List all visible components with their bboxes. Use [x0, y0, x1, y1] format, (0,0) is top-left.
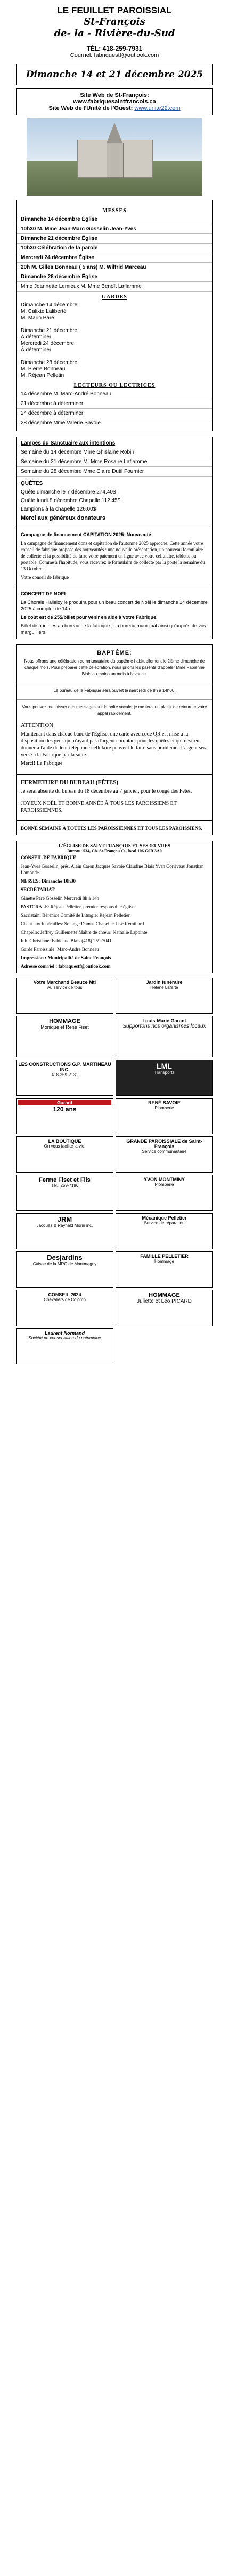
website-link-2[interactable]: www.unite22.com [134, 105, 181, 111]
concert-tickets: Billet disponibles au bureau de la fabrique , au bureau municipal ainsi qu'auprès de vos marguilliers. [21, 623, 206, 635]
garde-line: À déterminer [21, 347, 52, 353]
mass-line: 20h M. Gilles Bonneau ( 5 ans) M. Wilfrid Marceau [17, 263, 212, 272]
sponsor-ad: YVON MONTMINY Plomberie [116, 1175, 213, 1211]
garde-line: Dimanche 21 décembre [21, 328, 78, 334]
weekly-wish: BONNE SEMAINE À TOUTES LES PAROISSIENNES ET TOUS LES PAROISSIENS. [17, 820, 212, 833]
info-secretariat: Ginette Pare Gosselin Mercredi 8h à 14h [21, 895, 99, 901]
sponsor-ad: Louis-Marie Garant Supportons nos organismes locaux [116, 1016, 213, 1057]
attention-thanks: Merci! La Fabrique [21, 761, 63, 766]
masses-box [16, 200, 213, 431]
website-label-2: Site Web de l'Unité de l'Ouest: [48, 105, 133, 111]
phone-number: TÉL: 418-259-7931 [86, 45, 143, 52]
info-conseil: Jean-Yves Gosselin, prés. Alain Caron Jacques Savoie Claudine Blais Yvan Corriveau Jonathan Lamonde [21, 863, 204, 875]
info-chapelle: Chapelle: Jeffrey Guillemette Maître de chœur: Nathalie Lapointe [21, 930, 148, 935]
lampes-box [16, 437, 213, 639]
info-messes: NESSES: Dimanche 10h30 [21, 878, 76, 884]
parish-name-2: de- la - Rivière-du-Sud [54, 28, 175, 39]
sponsor-ad: RENÉ SAVOIE Plomberie [116, 1098, 213, 1134]
bapteme-text: Nous offrons une célébration communautaire du baptême habituellement le 2ième dimanche de chaque mois. Pour préparer cette célébration, nous prions les parents d'appeler Mme Fabienne Blais au moins un mois à l'avance. [24, 659, 205, 676]
mass-line: Mme Jeannette Lemieux M. Mme Benoît Laflamme [17, 282, 212, 292]
quetes-thanks: Merci aux généreux donateurs [21, 515, 105, 521]
mass-line: Dimanche 14 décembre Église [17, 215, 212, 224]
mass-line: Dimanche 21 décembre Église [17, 234, 212, 244]
gardes-heading: GARDES [102, 294, 127, 300]
bulletin-title: LE FEUILLET PAROISSIAL [57, 5, 172, 15]
header [0, 0, 229, 59]
church-photo [27, 118, 202, 196]
sponsor-ad: CONSEIL 2624 Chevaliers de Colomb [16, 1290, 113, 1326]
holiday-wish: JOYEUX NOËL ET BONNE ANNÉE À TOUS LES PAROISSIENS ET PAROISSIENNES. [21, 801, 177, 813]
gardes-list [17, 301, 212, 380]
quete-line: Quête dimanche le 7 décembre 274.40$ [21, 489, 116, 495]
bulletin-dates: Dimanche 14 et 21 décembre 2025 [26, 69, 203, 80]
church-spire [107, 123, 122, 143]
info-secretariat-heading: SECRÉTARIAT [21, 887, 55, 892]
garde-line: À déterminer [21, 334, 52, 340]
sponsor-ad: HOMMAGE Monique et René Fiset [16, 1016, 113, 1057]
website-label-1: Site Web de St-François: [80, 92, 149, 99]
mass-line: Mercredi 24 décembre Église [17, 253, 212, 263]
garde-line: Dimanche 14 décembre [21, 302, 78, 308]
dates-box [16, 64, 213, 85]
sponsor-ad: Mécanique Pelletier Service de réparation [116, 1213, 213, 1249]
email-address: Courriel: fabriquestf@outlook.com [70, 52, 159, 59]
lampe-line: Semaine du 21 décembre M. Mme Rosaire Laflamme [17, 457, 212, 467]
church-tower [107, 143, 124, 178]
concert-cost: Le coût est de 25$/billet pour venir en aide à votre Fabrique. [21, 615, 158, 620]
info-sacrements: Sacristain: Bérenice Comité de Liturgie: Réjean Pelletier [21, 912, 130, 918]
bapteme-heading: BAPTÊME: [97, 650, 132, 656]
sponsor-ad: FAMILLE PELLETIER Hommage [116, 1251, 213, 1288]
website-link-1[interactable]: www.fabriquesaintfrancois.ca [73, 99, 156, 105]
info-email: Adresse courriel : fabriquestf@outlook.com [21, 964, 111, 969]
mass-line: 10h30 M. Mme Jean-Marc Gosselin Jean-Yves [17, 224, 212, 234]
garde-line: M. Calixte Laliberté [21, 309, 67, 314]
info-garde: Garde Paroissiale: Marc-André Bonneau [21, 947, 99, 952]
info-conseil-heading: CONSEIL DE FABRIQUE [21, 855, 76, 860]
lampe-line: Semaine du 14 décembre Mme Ghislaine Robin [17, 448, 212, 457]
info-title: L'ÉGLISE DE SAINT-FRANÇOIS ET SES ŒUVRES [59, 843, 170, 849]
info-impression: Impression : Municipalité de Saint-François [21, 955, 111, 960]
sponsor-ad: LA BOUTIQUE On vous facilite la vie! [16, 1136, 113, 1173]
bureau-hours: Le bureau de la Fabrique sera ouvert le mercredi de 8h à 14h00. [17, 683, 212, 695]
sponsor-ad: HOMMAGE Juliette et Léo PICARD [116, 1290, 213, 1326]
garde-line: M. Mario Paré [21, 315, 54, 321]
info-contact: Inh. Christiane: Fabienne Blais (418) 259-7041 [21, 938, 112, 943]
mass-line: 10h30 Célébration de la parole [17, 244, 212, 253]
lampes-heading: Lampes du Sanctuaire aux intentions [21, 440, 116, 446]
parish-info-box [16, 841, 213, 973]
garde-line: M. Réjean Pelletin [21, 373, 64, 378]
capitation-text: La campagne de financement dons et capitation de l'automne 2025 approche. Cette année votre conseil de fabrique propose des nouveautés : une nouvelle présentation, un nouveau formulaire de collecte et la possibilité de faire votre paiement en ligne avec votre cellulaire, tablette ou portable. Comme à l'habitude, vous recevrez le formulaire de collecte par la poste la semaine du 13 Octobre. [21, 540, 205, 571]
quete-line: Lampions à la chapelle 126.00$ [21, 506, 96, 512]
garde-line: Dimanche 28 décembre [21, 360, 78, 366]
sponsor-ad: LES CONSTRUCTIONS G.P. MARTINEAU INC. 418-259-2131 [16, 1060, 113, 1096]
sponsor-ad: Garant 120 ans [16, 1098, 113, 1134]
sponsor-ad: JRM Jacques & Raynald Morin inc. [16, 1213, 113, 1249]
info-catechese: Chant aux funérailles: Solange Dumas Chapelle: Lise Rémillard [21, 921, 144, 926]
sponsor-ad: Ferme Fiset et Fils Tél.: 259-7196 [16, 1175, 113, 1211]
sponsor-ad: Desjardins Caisse de la MRC de Montmagny [16, 1251, 113, 1288]
garde-line: M. Pierre Bonneau [21, 366, 66, 372]
lecteur-line: 28 décembre Mme Valérie Savoie [21, 420, 101, 426]
capitation-heading: Campagne de financement CAPITATION 2025- Nouveauté [17, 528, 212, 539]
website-box [16, 88, 213, 115]
concert-heading: CONCERT DE NOËL [17, 587, 212, 598]
sponsor-ad: LML Transports [116, 1060, 213, 1096]
attention-heading: ATTENTION [21, 722, 54, 729]
lecteur-line: 14 décembre M. Marc-André Bonneau [17, 390, 212, 399]
garde-line: Mercredi 24 décembre [21, 341, 75, 346]
info-bureau: Bureau: 534, Ch. St-François O., local 106 G0R 3A0 [67, 849, 162, 853]
lampe-line: Semaine du 28 décembre Mme Claire Dutil Fournier [17, 467, 212, 477]
sponsor-ads [16, 978, 213, 1364]
fermeture-heading: FERMETURE DU BUREAU (FÊTES) [17, 774, 212, 787]
sponsor-ad: Jardin funéraire Hélène Laferté [116, 978, 213, 1014]
lecteurs-heading: LECTEURS OU LECTRICES [73, 383, 156, 389]
info-pastorale: PASTORALE: Réjean Pelletier, premier responsable église [21, 904, 135, 909]
capitation-signature: Votre conseil de fabrique [21, 575, 69, 580]
attention-text: Maintenant dans chaque banc de l'Église, une carte avec code QR est mise à la disposition des gens qui n'ayant pas d'argent comptant pour les quêtes et qui désirent donner à l'aide de leur téléphone cellulaire peuvent le faire sans problème. L'argent sera versé à la Fabrique par la suite. [21, 731, 208, 758]
masses-heading: MESSES [102, 208, 127, 214]
parish-name-1: St-François [84, 16, 145, 27]
quete-line: Quête lundi 8 décembre Chapelle 112.45$ [21, 498, 121, 504]
fermeture-text: Je serai absente du bureau du 18 décembre au 7 janvier, pour le congé des Fêtes. [21, 788, 192, 794]
bapteme-box [16, 644, 213, 835]
lecteur-line: 24 décembre à déterminer [17, 409, 212, 418]
sponsor-ad: Laurent Normand Société de conservation du patrimoine [16, 1328, 113, 1364]
quetes-heading: QUÊTES [21, 481, 43, 487]
sponsor-ad: Votre Marchand Beauce Mtl Au service de tous [16, 978, 113, 1014]
sponsor-ad: GRANDE PAROISSIALE de Saint-François Service communautaire [116, 1136, 213, 1173]
concert-text: La Chorale Halleloy le produira pour un beau concert de Noël le dimanche 14 décembre 2025 à compter de 14h. [21, 600, 208, 611]
voicemail-note: Vous pouvez me laisser des messages sur la boîte vocale; je me ferai un plaisir de retourner votre appel rapidement. [17, 699, 212, 718]
mass-line: Dimanche 28 décembre Église [17, 272, 212, 282]
lecteur-line: 21 décembre à déterminer [17, 399, 212, 409]
